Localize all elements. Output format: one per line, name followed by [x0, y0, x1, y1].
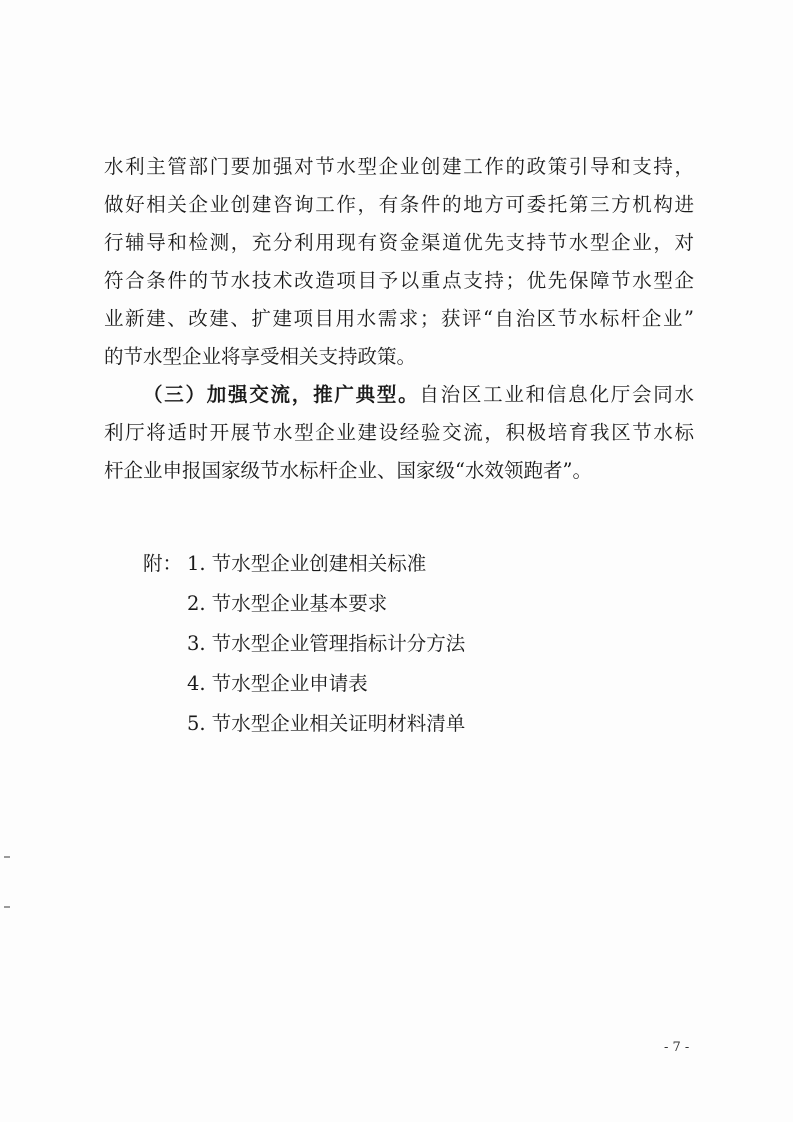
- paragraph-line: 做好相关企业创建咨询工作，有条件的地方可委托第三方机构进: [104, 193, 694, 216]
- attachment-item: 附： 1. 节水型企业创建相关标准: [143, 544, 465, 584]
- attachment-label: 附：: [143, 552, 183, 575]
- paragraph-line: 的节水型企业将享受相关支持政策。: [104, 345, 417, 368]
- page-number: - 7 -: [664, 1040, 690, 1055]
- attachment-item: 5. 节水型企业相关证明材料清单: [187, 712, 466, 735]
- scan-mark: [4, 856, 10, 858]
- paragraph-line: [104, 376, 694, 414]
- attachment-list: [143, 544, 465, 744]
- paragraph-line: 利厅将适时开展节水型企业建设经验交流，积极培育我区节水标: [104, 421, 694, 444]
- scan-mark: [4, 906, 10, 908]
- paragraph-line: 杆企业申报国家级节水标杆企业、国家级“水效领跑者”。: [104, 459, 592, 482]
- body-text: [104, 148, 694, 490]
- paragraph-text: 自治区工业和信息化厅会同水: [419, 383, 694, 406]
- attachment-item: 4. 节水型企业申请表: [187, 672, 368, 695]
- attachment-item: 2. 节水型企业基本要求: [187, 592, 388, 615]
- paragraph-line: 业新建、改建、扩建项目用水需求；获评“自治区节水标杆企业”: [104, 307, 694, 330]
- section-heading: （三）加强交流，推广典型。: [143, 383, 420, 406]
- paragraph-line: 符合条件的节水技术改造项目予以重点支持；优先保障节水型企: [104, 269, 694, 292]
- attachment-item: 3. 节水型企业管理指标计分方法: [187, 632, 466, 655]
- paragraph-line: 行辅导和检测，充分利用现有资金渠道优先支持节水型企业，对: [104, 231, 694, 254]
- paragraph-line: 水利主管部门要加强对节水型企业创建工作的政策引导和支持，: [104, 155, 694, 178]
